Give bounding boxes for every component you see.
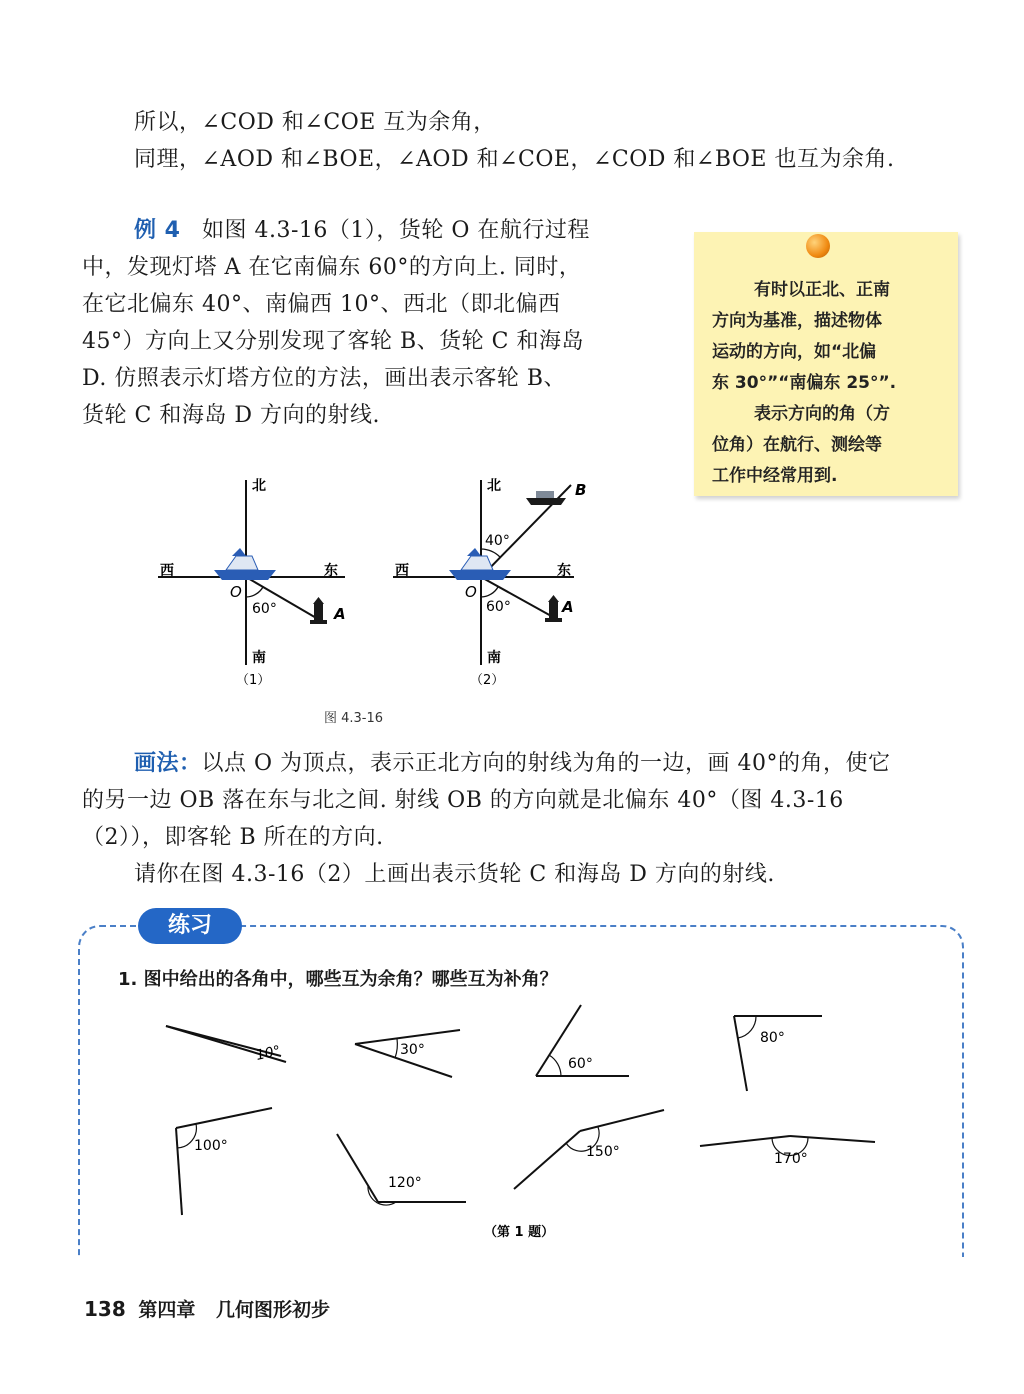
- angle-100: [176, 1108, 272, 1215]
- north-label-1: 北: [252, 478, 266, 494]
- angle-80: [734, 1016, 822, 1091]
- exercise-figure-caption: （第 1 题）: [484, 1225, 555, 1240]
- figure-caption: 图 4.3-16: [324, 711, 384, 726]
- angle-120: [337, 1134, 466, 1205]
- angle-30-label: 30°: [400, 1042, 425, 1058]
- note-line-6: 位角）在航行、测绘等: [712, 435, 882, 455]
- lighthouse-icon: [545, 595, 562, 622]
- angle-40-label-2: 40°: [485, 533, 510, 549]
- example-line-2: 中，发现灯塔 A 在它南偏东 60°的方向上. 同时，: [82, 255, 582, 280]
- diagram-2: [393, 478, 586, 688]
- north-label-2: 北: [487, 478, 501, 494]
- exercise-angles-figure: [0, 1000, 1024, 1250]
- lighthouse-icon: [310, 597, 327, 624]
- angle-10-label: 10°: [254, 1043, 283, 1064]
- angle-60: [536, 1005, 629, 1076]
- angle-30: [355, 1030, 460, 1077]
- point-b-label-2: B: [575, 481, 587, 499]
- page-footer: [84, 1296, 330, 1323]
- method-line-1: 以点 O 为顶点，表示正北方向的射线为角的一边，画 40°的角，使它: [201, 751, 891, 776]
- angle-60-label: 60°: [568, 1056, 593, 1072]
- method-line-4: 请你在图 4.3-16（2）上画出表示货轮 C 和海岛 D 方向的射线.: [134, 862, 775, 887]
- note-line-3: 运动的方向，如“北偏: [712, 342, 877, 362]
- page-number: 138: [84, 1297, 126, 1321]
- text-line-2: 同理，∠AOD 和∠BOE，∠AOD 和∠COE，∠COD 和∠BOE 也互为余角.: [134, 147, 895, 172]
- angle-120-label: 120°: [388, 1175, 422, 1191]
- angle-170: [700, 1136, 875, 1167]
- text-line-1: 所以，∠COD 和∠COE 互为余角，: [134, 110, 496, 135]
- example-line-1: 如图 4.3-16（1），货轮 O 在航行过程: [201, 218, 590, 243]
- south-label-1: 南: [252, 650, 266, 666]
- example-line-3: 在它北偏东 40°、南偏西 10°、西北（即北偏西: [82, 292, 561, 317]
- point-a-label-1: A: [334, 605, 346, 623]
- example-line-4: 45°）方向上又分别发现了客轮 B、货轮 C 和海岛: [82, 329, 584, 354]
- exercise-question-1: 1. 图中给出的各角中，哪些互为余角？哪些互为补角？: [118, 969, 558, 990]
- note-line-4: 东 30°”“南偏东 25°”.: [712, 373, 897, 393]
- west-label-2: 西: [395, 563, 409, 579]
- example-label: 例 4: [134, 218, 181, 243]
- south-label-2: 南: [487, 650, 501, 666]
- angle-60-label-2: 60°: [486, 599, 511, 615]
- sub-label-2: （2）: [470, 673, 505, 688]
- note-line-2: 方向为基准，描述物体: [712, 311, 882, 331]
- note-line-1: 有时以正北、正南: [754, 280, 890, 300]
- note-line-5: 表示方向的角（方: [754, 404, 890, 424]
- sub-label-1: （1）: [236, 673, 271, 688]
- note-line-7: 工作中经常用到.: [712, 466, 838, 486]
- angle-60-label-1: 60°: [252, 601, 277, 617]
- chapter-label: 第四章: [138, 1299, 196, 1321]
- method-label: 画法：: [134, 751, 202, 776]
- angle-100-label: 100°: [194, 1138, 228, 1154]
- point-a-label-2: A: [562, 598, 574, 616]
- arc-60-2: [481, 587, 498, 597]
- passenger-ship-icon: [526, 491, 566, 505]
- method-first-line: [134, 749, 891, 779]
- east-label-1: 东: [324, 563, 338, 579]
- angle-10: [166, 1026, 286, 1064]
- example-line-6: 货轮 C 和海岛 D 方向的射线.: [82, 403, 380, 428]
- angle-150: [514, 1110, 664, 1189]
- east-label-2: 东: [557, 563, 571, 579]
- diagram-1: [158, 478, 346, 688]
- example-line-5: D. 仿照表示灯塔方位的方法，画出表示客轮 B、: [82, 366, 567, 391]
- method-line-2: 的另一边 OB 落在东与北之间. 射线 OB 的方向就是北偏东 40°（图 4.3-16: [82, 788, 844, 813]
- origin-label-1: O: [230, 583, 242, 601]
- angle-170-label: 170°: [774, 1151, 808, 1167]
- arc-60-1: [246, 587, 263, 597]
- angle-80-label: 80°: [760, 1030, 785, 1046]
- method-line-3: （2）），即客轮 B 所在的方向.: [82, 825, 384, 850]
- angle-150-label: 150°: [586, 1144, 620, 1160]
- exercise-title: 练习: [138, 908, 242, 944]
- origin-label-2: O: [465, 583, 477, 601]
- chapter-title: 几何图形初步: [216, 1299, 331, 1321]
- west-label-1: 西: [160, 563, 174, 579]
